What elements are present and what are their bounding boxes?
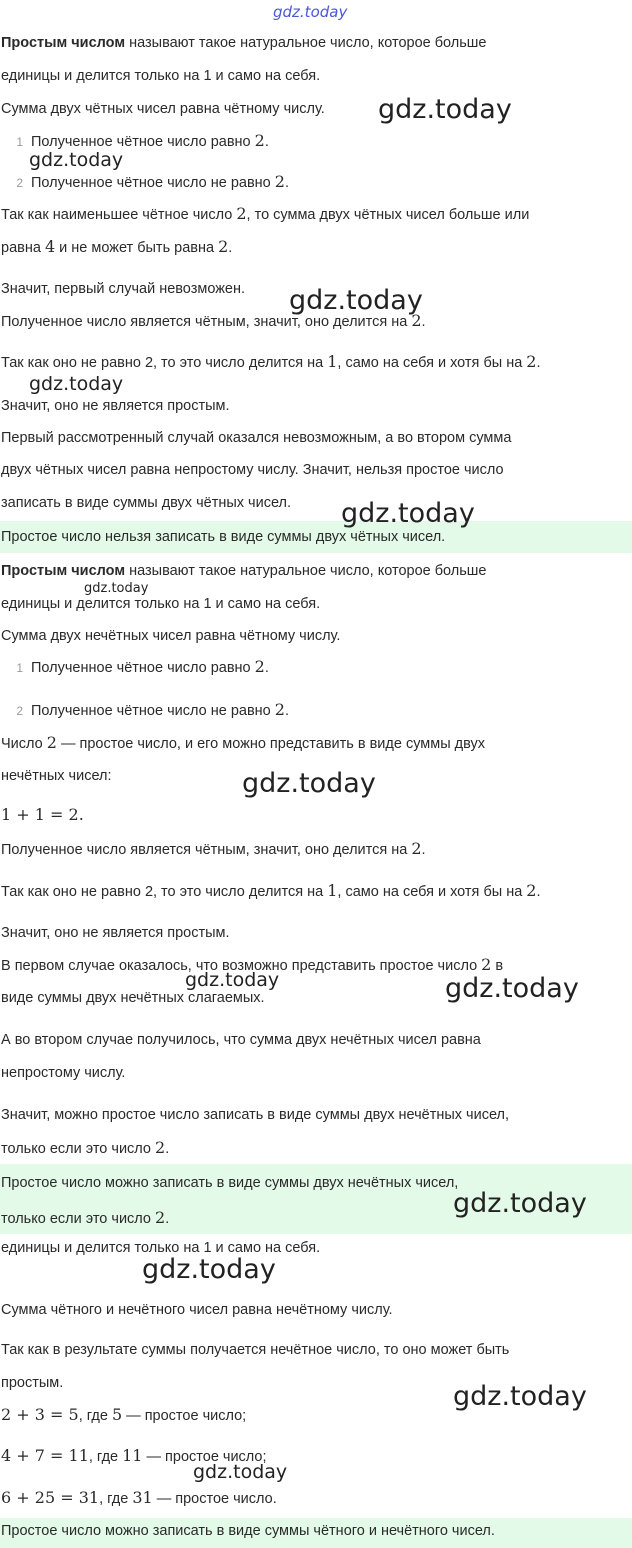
case-number: 1	[16, 661, 23, 675]
period: .	[165, 1141, 170, 1157]
paragraph-line	[1, 237, 232, 258]
watermark-text: gdz.today	[242, 768, 376, 799]
text: В первом случае оказалось, что возможно представить простое число	[1, 958, 482, 974]
watermark-text: gdz.today	[84, 581, 149, 596]
text: Так как оно не равно 2, то это число делится на	[1, 355, 328, 371]
statement: Сумма чётного и нечётного чисел равна нечётному числу.	[1, 1302, 393, 1318]
watermark-text: gdz.today	[273, 3, 348, 21]
equation-example-1	[1, 1405, 246, 1426]
period: .	[228, 240, 233, 256]
text: только если это число	[1, 1141, 156, 1157]
watermark-text: gdz.today	[453, 1188, 587, 1219]
case-text: Полученное чётное число равно	[31, 134, 255, 150]
paragraph-line	[1, 352, 541, 373]
math-value: 1	[327, 881, 338, 900]
text: , где	[78, 1408, 112, 1424]
math-value: 2	[481, 955, 492, 974]
equation: 1 + 1 = 2.	[1, 805, 84, 824]
paragraph-line	[1, 733, 485, 754]
text: Полученное число является чётным, значит, оно делится на	[1, 314, 412, 330]
text: , то сумма двух чётных чисел больше или	[246, 207, 530, 223]
math-expression: 2 + 3 = 5	[1, 1405, 79, 1424]
paragraph-line	[1, 204, 529, 225]
paragraph-line	[1, 839, 426, 860]
math-value: 31	[132, 1488, 153, 1507]
paragraph-line: Первый рассмотренный случай оказался невозможным, а во втором сумма	[1, 430, 512, 446]
paragraph-line: записать в виде суммы двух чётных чисел.	[1, 495, 292, 511]
definition-line-1	[1, 561, 487, 581]
paragraph-line: А во втором случае получилось, что сумма двух нечётных чисел равна	[1, 1032, 481, 1048]
math-value: 2	[274, 700, 285, 719]
text: — простое число	[142, 1449, 263, 1465]
period: .	[284, 703, 289, 719]
math-value: 5	[111, 1405, 123, 1424]
text: , где	[88, 1449, 123, 1465]
watermark-text: gdz.today	[193, 1461, 288, 1483]
math-value: 2	[218, 237, 229, 256]
paragraph-line: Значит, оно не является простым.	[1, 398, 230, 414]
text: , само на себя и хотя бы на	[337, 355, 527, 371]
case-text: Полученное чётное число не равно	[31, 175, 275, 191]
definition-line-2: единицы и делится только на 1 и само на себя.	[1, 68, 321, 84]
equation-example-3	[1, 1488, 277, 1509]
text: ;	[262, 1449, 267, 1465]
case-number: 2	[16, 704, 23, 718]
period: .	[284, 175, 289, 191]
paragraph-line	[1, 1138, 169, 1159]
period: .	[536, 355, 541, 371]
math-value: 2	[155, 1138, 166, 1157]
watermark-text: gdz.today	[185, 969, 280, 991]
paragraph-line: единицы и делится только на 1 и само на себя.	[1, 1240, 321, 1256]
text: только если это число	[1, 1211, 156, 1227]
text: — простое число	[122, 1408, 243, 1424]
paragraph-line: Значит, оно не является простым.	[1, 925, 230, 941]
case-text: Полученное чётное число не равно	[31, 703, 275, 719]
text: Так как оно не равно 2, то это число делится на	[1, 884, 328, 900]
watermark-text: gdz.today	[29, 149, 124, 171]
text: Полученное число является чётным, значит, оно делится на	[1, 842, 412, 858]
math-value: 2	[46, 733, 57, 752]
case-item-2	[1, 700, 289, 721]
text: Число	[1, 736, 47, 752]
paragraph-line: Так как в результате суммы получается нечётное число, то оно может быть	[1, 1342, 510, 1358]
definition-text: называют такое натуральное число, которое больше	[125, 35, 487, 51]
math-value: 2	[254, 131, 265, 150]
case-number: 2	[16, 176, 23, 190]
paragraph-line	[1, 881, 541, 902]
watermark-text: gdz.today	[289, 285, 423, 316]
math-value: 2	[254, 657, 265, 676]
math-value: 1	[327, 352, 338, 371]
definition-line-1	[1, 33, 487, 53]
text: , где	[99, 1491, 133, 1507]
paragraph-line: двух чётных чисел равна непростому числу. Значит, нельзя простое число	[1, 462, 504, 478]
watermark-text: gdz.today	[378, 94, 512, 125]
text: — простое число, и его можно представить в виде суммы двух	[56, 736, 486, 752]
answer-text-1: Простое число нельзя записать в виде суммы двух чётных чисел.	[1, 529, 446, 545]
text: равна	[1, 240, 45, 256]
text: и не может быть равна	[55, 240, 219, 256]
text: Так как наименьшее чётное число	[1, 207, 237, 223]
definition-term: Простым числом	[1, 35, 126, 51]
period: .	[264, 134, 269, 150]
answer-text-2a: Простое число можно записать в виде суммы двух нечётных чисел,	[1, 1175, 459, 1191]
paragraph-line: Значит, первый случай невозможен.	[1, 281, 246, 297]
text: , само на себя и хотя бы на	[337, 884, 527, 900]
definition-line-2: единицы и делится только на 1 и само на себя.	[1, 596, 321, 612]
period: .	[264, 660, 269, 676]
text: в	[491, 958, 504, 974]
watermark-text: gdz.today	[142, 1254, 276, 1285]
period: .	[421, 314, 426, 330]
paragraph-line: нечётных чисел:	[1, 768, 112, 784]
text: ;	[242, 1408, 247, 1424]
case-number: 1	[16, 135, 23, 149]
answer-text-2b	[1, 1208, 169, 1229]
period: .	[536, 884, 541, 900]
paragraph-line: Значит, можно простое число записать в виде суммы двух нечётных чисел,	[1, 1107, 510, 1123]
watermark-text: gdz.today	[453, 1381, 587, 1412]
math-value: 2	[526, 881, 537, 900]
case-item-2	[1, 172, 289, 193]
definition-term: Простым числом	[1, 563, 126, 579]
answer-text-3: Простое число можно записать в виде суммы чётного и нечётного чисел.	[1, 1523, 495, 1539]
math-value: 2	[155, 1208, 166, 1227]
math-value: 2	[526, 352, 537, 371]
case-item-1	[1, 657, 269, 678]
statement: Сумма двух нечётных чисел равна чётному числу.	[1, 628, 341, 644]
math-expression: 6 + 25 = 31	[1, 1488, 100, 1507]
math-value: 4	[44, 237, 56, 256]
paragraph-line: виде суммы двух нечётных слагаемых.	[1, 990, 265, 1006]
case-text: Полученное чётное число равно	[31, 660, 255, 676]
math-value: 2	[411, 311, 422, 330]
paragraph-line: простым.	[1, 1375, 64, 1391]
text: — простое число	[152, 1491, 273, 1507]
period: .	[421, 842, 426, 858]
watermark-text: gdz.today	[445, 973, 579, 1004]
paragraph-line: непростому числу.	[1, 1065, 126, 1081]
math-value: 2	[236, 204, 247, 223]
watermark-text: gdz.today	[341, 498, 475, 529]
statement: Сумма двух чётных чисел равна чётному числу.	[1, 101, 325, 117]
math-value: 2	[411, 839, 422, 858]
definition-text: называют такое натуральное число, которое больше	[125, 563, 487, 579]
text: .	[272, 1491, 277, 1507]
period: .	[165, 1211, 170, 1227]
math-expression: 4 + 7 = 11	[1, 1446, 89, 1465]
watermark-text: gdz.today	[29, 373, 124, 395]
math-value: 11	[122, 1446, 143, 1465]
math-value: 2	[274, 172, 285, 191]
